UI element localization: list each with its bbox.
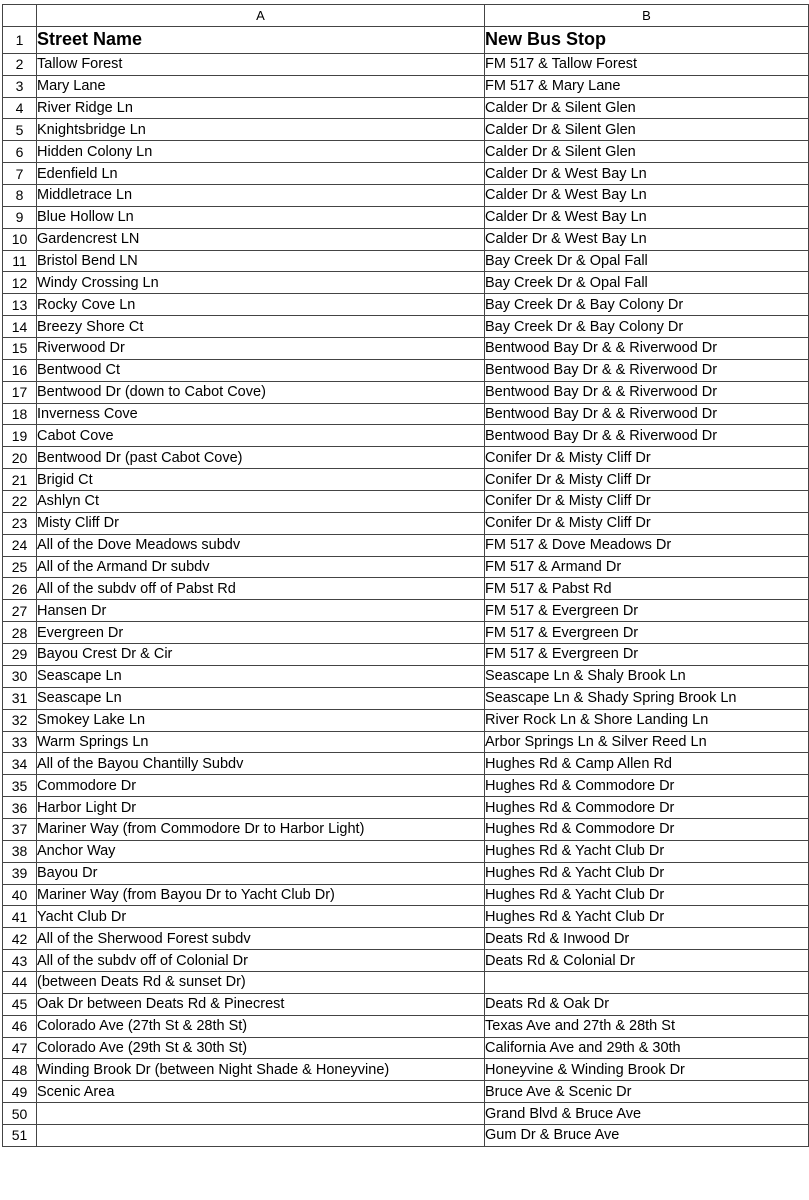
table-row <box>3 425 809 447</box>
row-number[interactable]: 11 <box>3 250 37 272</box>
table-row <box>3 534 809 556</box>
bus-stop-cell[interactable]: Calder Dr & Silent Glen <box>485 119 809 141</box>
row-number[interactable]: 14 <box>3 316 37 338</box>
street-name-cell[interactable]: All of the Bayou Chantilly Subdv <box>37 753 485 775</box>
table-row <box>3 1124 809 1146</box>
street-name-cell[interactable]: (between Deats Rd & sunset Dr) <box>37 971 485 993</box>
street-name-cell[interactable]: Scenic Area <box>37 1081 485 1103</box>
bus-stop-cell[interactable]: Hughes Rd & Yacht Club Dr <box>485 840 809 862</box>
street-name-cell[interactable]: Middletrace Ln <box>37 185 485 207</box>
row-number[interactable]: 13 <box>3 294 37 316</box>
row-number[interactable]: 32 <box>3 709 37 731</box>
table-row <box>3 119 809 141</box>
bus-stop-cell[interactable]: River Rock Ln & Shore Landing Ln <box>485 709 809 731</box>
bus-stop-cell[interactable]: Seascape Ln & Shaly Brook Ln <box>485 665 809 687</box>
select-all-corner[interactable] <box>3 5 37 27</box>
bus-stop-cell[interactable]: Deats Rd & Inwood Dr <box>485 928 809 950</box>
table-row <box>3 731 809 753</box>
table-row <box>3 53 809 75</box>
row-number[interactable]: 39 <box>3 862 37 884</box>
table-row <box>3 447 809 469</box>
bus-stop-cell[interactable]: Bentwood Bay Dr & & Riverwood Dr <box>485 403 809 425</box>
bus-stop-cell[interactable]: FM 517 & Evergreen Dr <box>485 600 809 622</box>
bus-stop-cell[interactable]: Hughes Rd & Commodore Dr <box>485 818 809 840</box>
table-row <box>3 316 809 338</box>
row-number[interactable]: 17 <box>3 381 37 403</box>
column-header-b[interactable]: B <box>485 5 809 27</box>
bus-stop-cell[interactable]: Deats Rd & Oak Dr <box>485 993 809 1015</box>
street-name-cell[interactable]: Bristol Bend LN <box>37 250 485 272</box>
row-number[interactable]: 48 <box>3 1059 37 1081</box>
street-name-cell[interactable]: Windy Crossing Ln <box>37 272 485 294</box>
bus-stop-cell[interactable]: Honeyvine & Winding Brook Dr <box>485 1059 809 1081</box>
street-name-cell[interactable]: Harbor Light Dr <box>37 797 485 819</box>
street-name-cell[interactable]: Ashlyn Ct <box>37 491 485 513</box>
street-name-cell[interactable]: Hansen Dr <box>37 600 485 622</box>
bus-stop-cell[interactable]: Hughes Rd & Commodore Dr <box>485 797 809 819</box>
table-row <box>3 1037 809 1059</box>
row-number[interactable]: 18 <box>3 403 37 425</box>
row-number[interactable]: 34 <box>3 753 37 775</box>
row-number[interactable]: 33 <box>3 731 37 753</box>
bus-stop-cell[interactable]: Conifer Dr & Misty Cliff Dr <box>485 512 809 534</box>
row-number[interactable]: 44 <box>3 971 37 993</box>
street-name-cell[interactable]: All of the Dove Meadows subdv <box>37 534 485 556</box>
row-number[interactable]: 31 <box>3 687 37 709</box>
bus-stop-cell[interactable]: California Ave and 29th & 30th <box>485 1037 809 1059</box>
street-name-cell[interactable]: Knightsbridge Ln <box>37 119 485 141</box>
street-name-cell[interactable]: Smokey Lake Ln <box>37 709 485 731</box>
bus-stop-cell[interactable]: Grand Blvd & Bruce Ave <box>485 1103 809 1125</box>
bus-stop-cell[interactable]: Hughes Rd & Yacht Club Dr <box>485 884 809 906</box>
table-row <box>3 1015 809 1037</box>
street-name-cell[interactable]: Gardencrest LN <box>37 228 485 250</box>
table-row <box>3 775 809 797</box>
bus-stop-cell[interactable]: Calder Dr & West Bay Ln <box>485 228 809 250</box>
bus-stop-cell[interactable]: Calder Dr & West Bay Ln <box>485 206 809 228</box>
street-name-cell[interactable]: All of the subdv off of Pabst Rd <box>37 578 485 600</box>
street-name-cell[interactable]: Bentwood Ct <box>37 359 485 381</box>
row-number[interactable]: 24 <box>3 534 37 556</box>
row-number[interactable]: 30 <box>3 665 37 687</box>
table-row <box>3 512 809 534</box>
table-row <box>3 338 809 360</box>
row-number[interactable]: 10 <box>3 228 37 250</box>
table-row <box>3 206 809 228</box>
row-number[interactable]: 38 <box>3 840 37 862</box>
street-name-cell[interactable]: Warm Springs Ln <box>37 731 485 753</box>
street-name-cell[interactable]: Breezy Shore Ct <box>37 316 485 338</box>
bus-stop-cell[interactable]: FM 517 & Pabst Rd <box>485 578 809 600</box>
row-number[interactable]: 5 <box>3 119 37 141</box>
row-number[interactable]: 46 <box>3 1015 37 1037</box>
street-name-cell[interactable]: Cabot Cove <box>37 425 485 447</box>
row-number[interactable]: 25 <box>3 556 37 578</box>
header-row <box>3 26 809 53</box>
table-row <box>3 687 809 709</box>
row-number[interactable]: 1 <box>3 26 37 53</box>
street-name-cell[interactable]: Yacht Club Dr <box>37 906 485 928</box>
street-name-cell[interactable]: Riverwood Dr <box>37 338 485 360</box>
row-number[interactable]: 22 <box>3 491 37 513</box>
bus-stop-cell[interactable]: Bentwood Bay Dr & & Riverwood Dr <box>485 338 809 360</box>
bus-stop-cell[interactable]: Arbor Springs Ln & Silver Reed Ln <box>485 731 809 753</box>
bus-stop-cell[interactable]: Bruce Ave & Scenic Dr <box>485 1081 809 1103</box>
bus-stop-cell[interactable]: FM 517 & Tallow Forest <box>485 53 809 75</box>
table-row <box>3 381 809 403</box>
street-name-cell[interactable]: Oak Dr between Deats Rd & Pinecrest <box>37 993 485 1015</box>
table-row <box>3 359 809 381</box>
street-name-cell[interactable]: Seascape Ln <box>37 687 485 709</box>
bus-stop-cell[interactable] <box>485 971 809 993</box>
row-number[interactable]: 26 <box>3 578 37 600</box>
street-name-cell[interactable]: Bentwood Dr (down to Cabot Cove) <box>37 381 485 403</box>
table-row <box>3 840 809 862</box>
row-number[interactable]: 36 <box>3 797 37 819</box>
street-name-cell[interactable]: Bayou Crest Dr & Cir <box>37 644 485 666</box>
table-row <box>3 709 809 731</box>
bus-stop-cell[interactable]: FM 517 & Evergreen Dr <box>485 644 809 666</box>
row-number[interactable]: 16 <box>3 359 37 381</box>
table-row <box>3 141 809 163</box>
street-name-cell[interactable] <box>37 1103 485 1125</box>
street-name-cell[interactable]: Tallow Forest <box>37 53 485 75</box>
table-row <box>3 578 809 600</box>
bus-stop-cell[interactable]: Conifer Dr & Misty Cliff Dr <box>485 491 809 513</box>
row-number[interactable]: 21 <box>3 469 37 491</box>
street-name-cell[interactable]: Inverness Cove <box>37 403 485 425</box>
street-name-cell[interactable]: Hidden Colony Ln <box>37 141 485 163</box>
table-row <box>3 97 809 119</box>
street-name-cell[interactable]: Rocky Cove Ln <box>37 294 485 316</box>
row-number[interactable]: 51 <box>3 1124 37 1146</box>
bus-stop-cell[interactable]: Hughes Rd & Yacht Club Dr <box>485 906 809 928</box>
street-name-cell[interactable]: Seascape Ln <box>37 665 485 687</box>
table-row <box>3 622 809 644</box>
table-row <box>3 818 809 840</box>
row-number[interactable]: 6 <box>3 141 37 163</box>
row-number[interactable]: 15 <box>3 338 37 360</box>
table-row <box>3 797 809 819</box>
row-number[interactable]: 43 <box>3 950 37 972</box>
row-number[interactable]: 2 <box>3 53 37 75</box>
table-row <box>3 753 809 775</box>
table-row <box>3 644 809 666</box>
table-row <box>3 906 809 928</box>
table-row <box>3 294 809 316</box>
street-name-cell[interactable]: Edenfield Ln <box>37 163 485 185</box>
row-number[interactable]: 9 <box>3 206 37 228</box>
table-row <box>3 928 809 950</box>
bus-stop-cell[interactable]: Calder Dr & Silent Glen <box>485 97 809 119</box>
table-row <box>3 272 809 294</box>
row-number[interactable]: 42 <box>3 928 37 950</box>
table-row <box>3 469 809 491</box>
bus-stop-cell[interactable]: Bay Creek Dr & Bay Colony Dr <box>485 294 809 316</box>
bus-stop-cell[interactable]: Hughes Rd & Commodore Dr <box>485 775 809 797</box>
table-row <box>3 884 809 906</box>
street-name-cell[interactable]: Mariner Way (from Commodore Dr to Harbor Light) <box>37 818 485 840</box>
bus-stop-cell[interactable]: Texas Ave and 27th & 28th St <box>485 1015 809 1037</box>
bus-stop-cell[interactable]: FM 517 & Armand Dr <box>485 556 809 578</box>
table-row <box>3 403 809 425</box>
table-row <box>3 665 809 687</box>
bus-stop-cell[interactable]: Bay Creek Dr & Opal Fall <box>485 272 809 294</box>
row-number[interactable]: 19 <box>3 425 37 447</box>
street-name-cell[interactable]: Blue Hollow Ln <box>37 206 485 228</box>
table-row <box>3 1081 809 1103</box>
row-number[interactable]: 4 <box>3 97 37 119</box>
table-row <box>3 228 809 250</box>
row-number[interactable]: 3 <box>3 75 37 97</box>
table-row <box>3 185 809 207</box>
header-cell-street-name[interactable]: Street Name <box>37 26 485 53</box>
street-name-cell[interactable]: All of the subdv off of Colonial Dr <box>37 950 485 972</box>
bus-stop-cell[interactable]: Gum Dr & Bruce Ave <box>485 1124 809 1146</box>
street-name-cell[interactable]: Anchor Way <box>37 840 485 862</box>
street-name-cell[interactable]: All of the Sherwood Forest subdv <box>37 928 485 950</box>
spreadsheet-grid <box>2 4 809 1147</box>
row-number[interactable]: 49 <box>3 1081 37 1103</box>
row-number[interactable]: 37 <box>3 818 37 840</box>
street-name-cell[interactable] <box>37 1124 485 1146</box>
row-number[interactable]: 27 <box>3 600 37 622</box>
street-name-cell[interactable]: All of the Armand Dr subdv <box>37 556 485 578</box>
row-number[interactable]: 35 <box>3 775 37 797</box>
bus-stop-cell[interactable]: FM 517 & Mary Lane <box>485 75 809 97</box>
street-name-cell[interactable]: Colorado Ave (29th St & 30th St) <box>37 1037 485 1059</box>
street-name-cell[interactable]: Winding Brook Dr (between Night Shade & Honeyvine) <box>37 1059 485 1081</box>
column-header-row <box>3 5 809 27</box>
street-name-cell[interactable]: Bayou Dr <box>37 862 485 884</box>
street-name-cell[interactable]: Colorado Ave (27th St & 28th St) <box>37 1015 485 1037</box>
row-number[interactable]: 40 <box>3 884 37 906</box>
table-row <box>3 556 809 578</box>
bus-stop-cell[interactable]: Bentwood Bay Dr & & Riverwood Dr <box>485 425 809 447</box>
table-row <box>3 1103 809 1125</box>
bus-stop-cell[interactable]: Conifer Dr & Misty Cliff Dr <box>485 447 809 469</box>
bus-stop-cell[interactable]: Calder Dr & West Bay Ln <box>485 185 809 207</box>
row-number[interactable]: 8 <box>3 185 37 207</box>
street-name-cell[interactable]: River Ridge Ln <box>37 97 485 119</box>
table-row <box>3 1059 809 1081</box>
street-name-cell[interactable]: Evergreen Dr <box>37 622 485 644</box>
row-number[interactable]: 20 <box>3 447 37 469</box>
row-number[interactable]: 50 <box>3 1103 37 1125</box>
row-number[interactable]: 7 <box>3 163 37 185</box>
bus-stop-cell[interactable]: Hughes Rd & Camp Allen Rd <box>485 753 809 775</box>
bus-stop-cell[interactable]: FM 517 & Dove Meadows Dr <box>485 534 809 556</box>
table-row <box>3 600 809 622</box>
bus-stop-cell[interactable]: Bay Creek Dr & Opal Fall <box>485 250 809 272</box>
table-row <box>3 971 809 993</box>
street-name-cell[interactable]: Mariner Way (from Bayou Dr to Yacht Club Dr) <box>37 884 485 906</box>
row-number[interactable]: 28 <box>3 622 37 644</box>
bus-stop-cell[interactable]: Deats Rd & Colonial Dr <box>485 950 809 972</box>
table-row <box>3 75 809 97</box>
table-row <box>3 250 809 272</box>
table-row <box>3 491 809 513</box>
bus-stop-cell[interactable]: Hughes Rd & Yacht Club Dr <box>485 862 809 884</box>
street-name-cell[interactable]: Misty Cliff Dr <box>37 512 485 534</box>
column-header-a[interactable]: A <box>37 5 485 27</box>
street-name-cell[interactable]: Brigid Ct <box>37 469 485 491</box>
bus-stop-cell[interactable]: Bentwood Bay Dr & & Riverwood Dr <box>485 381 809 403</box>
street-name-cell[interactable]: Bentwood Dr (past Cabot Cove) <box>37 447 485 469</box>
table-row <box>3 950 809 972</box>
row-number[interactable]: 29 <box>3 644 37 666</box>
table-row <box>3 163 809 185</box>
table-row <box>3 993 809 1015</box>
row-number[interactable]: 45 <box>3 993 37 1015</box>
bus-stop-cell[interactable]: Seascape Ln & Shady Spring Brook Ln <box>485 687 809 709</box>
bus-stop-cell[interactable]: Calder Dr & West Bay Ln <box>485 163 809 185</box>
row-number[interactable]: 47 <box>3 1037 37 1059</box>
street-name-cell[interactable]: Commodore Dr <box>37 775 485 797</box>
bus-stop-cell[interactable]: Conifer Dr & Misty Cliff Dr <box>485 469 809 491</box>
street-name-cell[interactable]: Mary Lane <box>37 75 485 97</box>
row-number[interactable]: 12 <box>3 272 37 294</box>
bus-stop-cell[interactable]: Bentwood Bay Dr & & Riverwood Dr <box>485 359 809 381</box>
bus-stop-cell[interactable]: Calder Dr & Silent Glen <box>485 141 809 163</box>
bus-stop-cell[interactable]: FM 517 & Evergreen Dr <box>485 622 809 644</box>
table-row <box>3 862 809 884</box>
row-number[interactable]: 23 <box>3 512 37 534</box>
header-cell-new-bus-stop[interactable]: New Bus Stop <box>485 26 809 53</box>
row-number[interactable]: 41 <box>3 906 37 928</box>
bus-stop-cell[interactable]: Bay Creek Dr & Bay Colony Dr <box>485 316 809 338</box>
